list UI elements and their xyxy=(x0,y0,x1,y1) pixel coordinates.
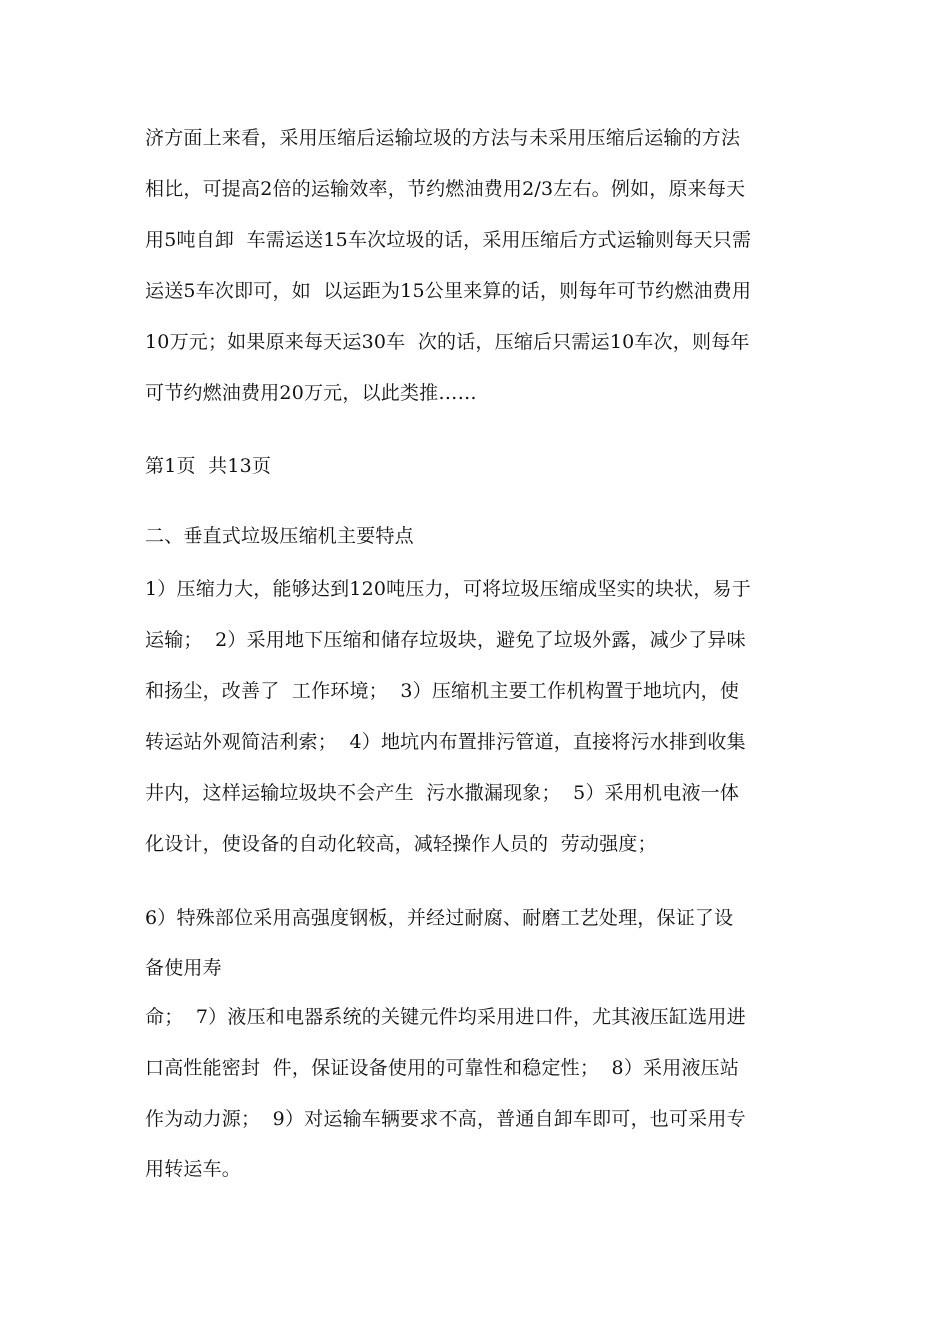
features-line-2: 运输； 2）采用地下压缩和储存垃圾块，避免了垃圾外露，减少了异味 xyxy=(145,629,746,651)
intro-line-4: 运送5车次即可，如 以运距为15公里来算的话，则每年可节约燃油费用 xyxy=(145,280,752,302)
features2-line-4: 口高性能密封 件，保证设备使用的可靠性和稳定性； 8）采用液压站 xyxy=(145,1057,740,1079)
section-heading: 二、垂直式垃圾压缩机主要特点 xyxy=(145,525,414,547)
features2-line-1: 6）特殊部位采用高强度钢板，并经过耐腐、耐磨工艺处理，保证了设 xyxy=(145,907,734,929)
intro-line-1: 济方面上来看，采用压缩后运输垃圾的方法与未采用压缩后运输的方法 xyxy=(145,127,741,149)
features2-line-2: 备使用寿 xyxy=(145,957,222,979)
features2-line-3: 命； 7）液压和电器系统的关键元件均采用进口件，尤其液压缸选用进 xyxy=(145,1006,746,1028)
features-line-4: 转运站外观简洁利索； 4）地坑内布置排污管道，直接将污水排到收集 xyxy=(145,731,746,753)
features2-line-6: 用转运车。 xyxy=(145,1158,242,1180)
intro-line-2: 相比，可提高2倍的运输效率，节约燃油费用2/3左右。例如，原来每天 xyxy=(145,178,746,200)
features-line-6: 化设计，使设备的自动化较高，减轻操作人员的 劳动强度； xyxy=(145,833,657,855)
features2-line-5: 作为动力源； 9）对运输车辆要求不高，普通自卸车即可，也可采用专 xyxy=(145,1108,746,1130)
features-line-1: 1）压缩力大，能够达到120吨压力，可将垃圾压缩成坚实的块状，易于 xyxy=(145,578,751,600)
intro-line-6: 可节约燃油费用20万元，以此类推…… xyxy=(145,382,477,404)
intro-line-3: 用5吨自卸 车需运送15车次垃圾的话，采用压缩后方式运输则每天只需 xyxy=(145,229,752,251)
intro-line-5: 10万元；如果原来每天运30车 次的话，压缩后只需运10车次，则每年 xyxy=(145,331,750,353)
features-line-5: 井内，这样运输垃圾块不会产生 污水撒漏现象； 5）采用机电液一体 xyxy=(145,782,740,804)
features-line-3: 和扬尘，改善了 工作环境； 3）压缩机主要工作机构置于地坑内，使 xyxy=(145,680,740,702)
page-indicator: 第1页 共13页 xyxy=(145,455,272,477)
